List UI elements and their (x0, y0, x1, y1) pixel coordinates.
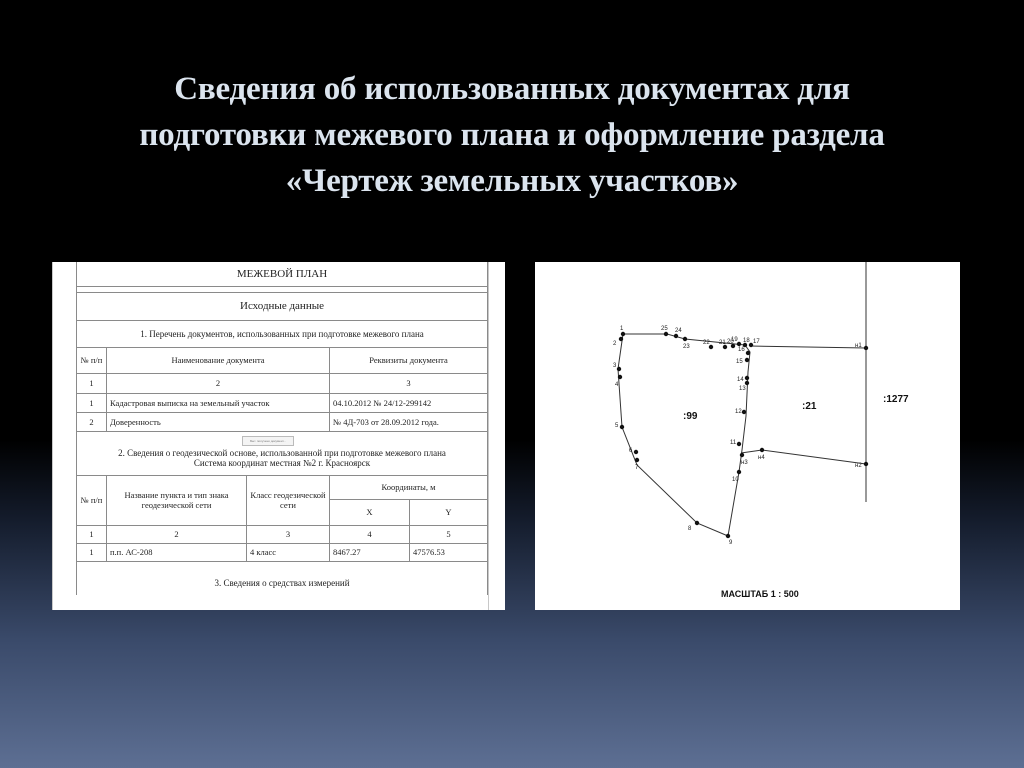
land-plot-drawing (535, 262, 960, 610)
boundary-point-н1 (864, 346, 868, 350)
boundary-point-label: 21 (719, 340, 726, 346)
document-name: Кадастровая выписка на земельный участок (107, 393, 330, 412)
boundary-point-label: 25 (661, 326, 668, 332)
coordinate-x: 8467.27 (330, 543, 410, 561)
column-subheader-y: Y (410, 499, 488, 525)
column-number: 1 (77, 373, 107, 393)
section1-title: 1. Перечень документов, использованных при подготовке межевого плана (77, 320, 488, 347)
boundary-point-label: 4 (615, 382, 619, 388)
column-number: 5 (410, 525, 488, 543)
column-header: Название пункта и тип знака геодезической сети (107, 475, 247, 525)
boundary-point-25 (664, 332, 668, 336)
boundary-point-label: 5 (615, 423, 619, 429)
boundary-point-н4 (760, 448, 764, 452)
document-details: № 4Д-703 от 28.09.2012 года. (330, 412, 488, 431)
coordinate-y: 47576.53 (410, 543, 488, 561)
section2-title (77, 441, 488, 475)
boundary-point-4 (618, 375, 622, 379)
boundary-point-15 (745, 358, 749, 362)
boundary-point-label: 20 (727, 339, 734, 345)
boundary-point-label: 6 (629, 448, 633, 454)
boundary-point-10 (737, 470, 741, 474)
column-subheader-x: X (330, 499, 410, 525)
tooltip: Быт. получено документ... (242, 436, 294, 446)
boundary-point-label: н2 (855, 463, 862, 469)
boundary-point-6 (634, 450, 638, 454)
boundary-point-label: 2 (613, 341, 617, 347)
boundary-point-14 (745, 376, 749, 380)
boundary-point-label: н3 (741, 460, 748, 466)
column-number: 3 (330, 373, 488, 393)
column-number: 1 (77, 525, 107, 543)
boundary-point-label: 9 (729, 540, 733, 546)
boundary-point-label: 22 (703, 340, 710, 346)
boundary-point-12 (742, 410, 746, 414)
column-number: 2 (107, 373, 330, 393)
boundary-points (613, 326, 868, 546)
boundary-point-23 (683, 337, 687, 341)
boundary-point-label: 16 (738, 347, 745, 353)
boundary-point-label: 11 (730, 440, 737, 446)
boundary-point-9 (726, 534, 730, 538)
document-subheading: Исходные данные (77, 292, 488, 320)
column-header: Координаты, м (330, 475, 488, 499)
section3-title: 3. Сведения о средствах измерений (77, 571, 488, 595)
boundary-point-label: 15 (736, 359, 743, 365)
boundary-point-label: 7 (635, 465, 639, 471)
geodetic-class: 4 класс (247, 543, 330, 561)
boundary-point-13 (745, 381, 749, 385)
row-number: 1 (77, 543, 107, 561)
boundary-point-11 (737, 442, 741, 446)
column-header: Наименование документа (107, 347, 330, 373)
parcel-label-99: :99 (683, 411, 698, 422)
boundary-point-3 (617, 367, 621, 371)
spacer-cell (77, 561, 488, 571)
page-edge-line (52, 262, 53, 610)
boundary-point-label: 18 (743, 338, 750, 344)
section2-coordinate-system: Система координат местная №2 г. Красноярск (193, 457, 371, 468)
boundary-point-label: 8 (688, 526, 692, 532)
column-header: Реквизиты документа (330, 347, 488, 373)
parcel-label-1277: :1277 (883, 394, 909, 405)
section2-title-line: 2. Сведения о геодезической основе, использованной при подготовке межевого плана (118, 447, 446, 458)
table-row (77, 543, 488, 561)
table-row (77, 393, 488, 412)
boundary-point-label: н4 (758, 455, 765, 461)
column-number: 2 (107, 525, 247, 543)
boundary-point-label: 13 (739, 386, 746, 392)
boundary-point-н2 (864, 462, 868, 466)
boundary-point-н3 (740, 453, 744, 457)
boundary-lines (618, 262, 866, 536)
document-heading: МЕЖЕВОЙ ПЛАН (77, 262, 488, 286)
boundary-point-1 (621, 332, 625, 336)
column-header: Класс геодезической сети (247, 475, 330, 525)
table-row (77, 412, 488, 431)
boundary-point-24 (674, 334, 678, 338)
document-details: 04.10.2012 № 24/12-299142 (330, 393, 488, 412)
boundary-point-label: 24 (675, 328, 682, 334)
page-edge-line (488, 262, 489, 610)
slide-title (60, 66, 964, 204)
boundary-point-label: 10 (732, 477, 739, 483)
boundary-point-label: 19 (731, 337, 738, 343)
boundary-plan-document (52, 262, 505, 610)
boundary-point-16 (746, 351, 750, 355)
boundary-99 (618, 334, 750, 536)
row-number: 2 (77, 412, 107, 431)
column-number: 4 (330, 525, 410, 543)
boundary-point-5 (620, 425, 624, 429)
boundary-point-label: 23 (683, 344, 690, 350)
boundary-point-label: н1 (855, 343, 862, 349)
document-name: Доверенность (107, 412, 330, 431)
boundary-point-label: 14 (737, 377, 744, 383)
boundary-point-8 (695, 521, 699, 525)
boundary-point-label: 12 (735, 409, 742, 415)
boundary-21-top (750, 346, 866, 348)
column-header: № п/п (77, 347, 107, 373)
title-line: подготовки межевого плана и оформление раздела (139, 117, 885, 153)
plot-drawing-svg (535, 262, 960, 610)
geodetic-point-name: п.п. АС-208 (107, 543, 247, 561)
boundary-point-label: 3 (613, 363, 617, 369)
column-header: № п/п (77, 475, 107, 525)
parcel-label-21: :21 (802, 401, 817, 412)
boundary-point-label: 1 (620, 326, 624, 332)
boundary-point-label: 17 (753, 339, 760, 345)
scale-label: МАСШТАБ 1 : 500 (721, 589, 799, 599)
title-line: Сведения об использованных документах для (174, 71, 850, 107)
boundary-point-7 (635, 458, 639, 462)
column-number: 3 (247, 525, 330, 543)
title-line: «Чертеж земельных участков» (285, 163, 739, 199)
row-number: 1 (77, 393, 107, 412)
boundary-point-2 (619, 337, 623, 341)
initial-data-table (76, 262, 488, 595)
